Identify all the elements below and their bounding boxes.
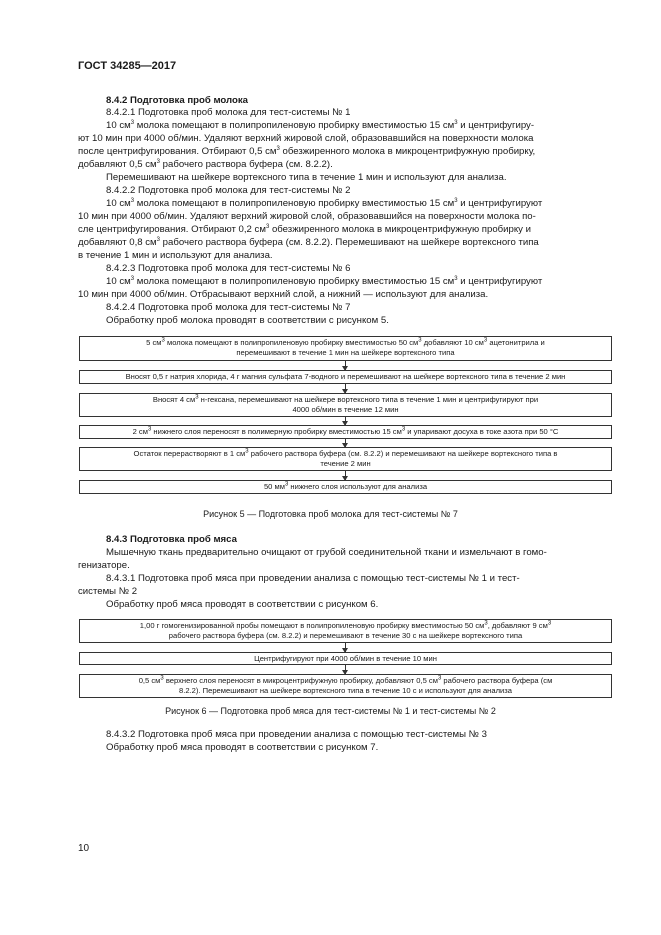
paragraph-line: 10 мин при 4000 об/мин. Отбрасывают верхний слой, а нижний — используют для анализа. (78, 289, 489, 300)
flow-arrow (345, 384, 346, 393)
flow-arrow (345, 643, 346, 652)
paragraph-line: в течение 1 мин и используют для анализа. (78, 250, 273, 261)
paragraph-line: 8.4.3.1 Подготовка проб мяса при проведении анализа с помощью тест-системы № 1 и тест- (106, 573, 520, 584)
paragraph-line: Обработку проб молока проводят в соответствии с рисунком 5. (106, 315, 389, 326)
flow6-step-3: 0,5 $см^3$ верхнего слоя переносят в микроцентрифужную пробирку, добавляют 0,5 $см^3$ рабочего раствора буфера (см 8.2.2). Перемешивают на шейкере вортексного типа в течение 10 с и используют для анализа (79, 674, 612, 698)
subsection-8-4-3-2-title: 8.4.3.2 Подготовка проб мяса при проведении анализа с помощью тест-системы № 3 (106, 729, 487, 740)
paragraph-line: 10 $см^3$ молока помещают в полипропиленовую пробирку вместимостью 15 $см^3$ и центрифугируют (106, 275, 543, 287)
paragraph-line: Мышечную ткань предварительно очищают от грубой соединительной ткани и измельчают в гомо- (106, 547, 547, 558)
flow-step-6: 50 $мм^3$ нижнего слоя используют для анализа (79, 480, 612, 494)
paragraph-line: после центрифугирования. Отбирают 0,5 $см^3$ обезжиренного молока в микроцентрифужную пробирку, (78, 145, 536, 157)
flow-arrow (345, 665, 346, 674)
flow6-step-1: 1,00 г гомогенизированной пробы помещают в полипропиленовую пробирку вместимостью 50 $см^3$, добавляют 9 $см^3$ рабочего раствора буфера (см. 8.2.2) и перемешивают в течение 30 с на шейкере вортексного типа (79, 619, 612, 643)
figure-5-caption: Рисунок 5 — Подготовка проб молока для тест-системы № 7 (203, 509, 458, 519)
paragraph-line: Обработку проб мяса проводят в соответствии с рисунком 7. (106, 742, 379, 753)
flow-step-3: Вносят 4 $см^3$ н-гексана, перемешивают на шейкере вортексного типа в течение 1 мин и центрифугируют при 4000 об/мин в течение 12 мин (79, 393, 612, 417)
page-number: 10 (78, 843, 90, 854)
paragraph-line: сле центрифугирования. Отбирают 0,2 $см^3$ обезжиренного молока в микроцентрифужную пробирку и (78, 223, 531, 235)
paragraph-line: 10 $см^3$ молока помещают в полипропиленовую пробирку вместимостью 15 $см^3$ и центрифугируют (106, 197, 543, 209)
flow-step-2: Вносят 0,5 г натрия хлорида, 4 г магния сульфата 7-водного и перемешивают на шейкере вортексного типа в течение 2 мин (79, 370, 612, 384)
paragraph-line: 10 $см^3$ молока помещают в полипропиленовую пробирку вместимостью 15 $см^3$ и центрифугиру- (106, 119, 535, 131)
document-header: ГОСТ 34285—2017 (78, 60, 177, 72)
section-title-8-4-3: 8.4.3 Подготовка проб мяса (106, 534, 237, 545)
paragraph-line: добавляют 0,8 $см^3$ рабочего раствора буфера (см. 8.2.2). Перемешивают на шейкере вортексного типа (78, 236, 539, 248)
subsection-8-4-2-2-title: 8.4.2.2 Подготовка проб молока для тест-системы № 2 (106, 185, 351, 196)
flow-arrow (345, 361, 346, 370)
flow6-step-2: Центрифугируют при 4000 об/мин в течение 10 мин (79, 652, 612, 665)
paragraph-line: Перемешивают на шейкере вортексного типа в течение 1 мин и используют для анализа. (106, 172, 507, 183)
flow-step-5: Остаток перерастворяют в 1 $см^3$ рабочего раствора буфера (см. 8.2.2) и перемешивают на шейкере вортексного типа в течение 2 мин (79, 447, 612, 471)
flow-step-1: 5 $см^3$ молока помещают в полипропиленовую пробирку вместимостью 50 $см^3$ добавляют 10 $см^3$ ацетонитрила и перемешивают в течение 1 мин на шейкере вортексного типа (79, 336, 612, 361)
subsection-8-4-2-4-title: 8.4.2.4 Подготовка проб молока для тест-системы № 7 (106, 302, 351, 313)
subsection-8-4-2-1-title: 8.4.2.1 Подготовка проб молока для тест-системы № 1 (106, 107, 351, 118)
section-title-8-4-2: 8.4.2 Подготовка проб молока (106, 95, 249, 106)
flow-arrow (345, 417, 346, 425)
paragraph-line: системы № 2 (78, 586, 138, 597)
paragraph-line: ют 10 мин при 4000 об/мин. Удаляют верхний жировой слой, образовавшийся на поверхности молока (78, 133, 534, 144)
paragraph-line: 10 мин при 4000 об/мин. Удаляют верхний жировой слой, образовавшийся на поверхности молока по- (78, 211, 536, 222)
paragraph-line: генизаторе. (78, 560, 130, 571)
flow-step-4: 2 $см^3$ нижнего слоя переносят в полимерную пробирку вместимостью 15 $см^3$ и упаривают досуха в токе азота при 50 °С (79, 425, 612, 439)
flow-arrow (345, 471, 346, 480)
subsection-8-4-2-3-title: 8.4.2.3 Подготовка проб молока для тест-системы № 6 (106, 263, 351, 274)
flow-arrow (345, 439, 346, 447)
paragraph-line: Обработку проб мяса проводят в соответствии с рисунком 6. (106, 599, 379, 610)
paragraph-line: добавляют 0,5 $см^3$ рабочего раствора буфера (см. 8.2.2). (78, 158, 333, 170)
figure-6-caption: Рисунок 6 — Подготовка проб мяса для тест-системы № 1 и тест-системы № 2 (165, 706, 496, 716)
